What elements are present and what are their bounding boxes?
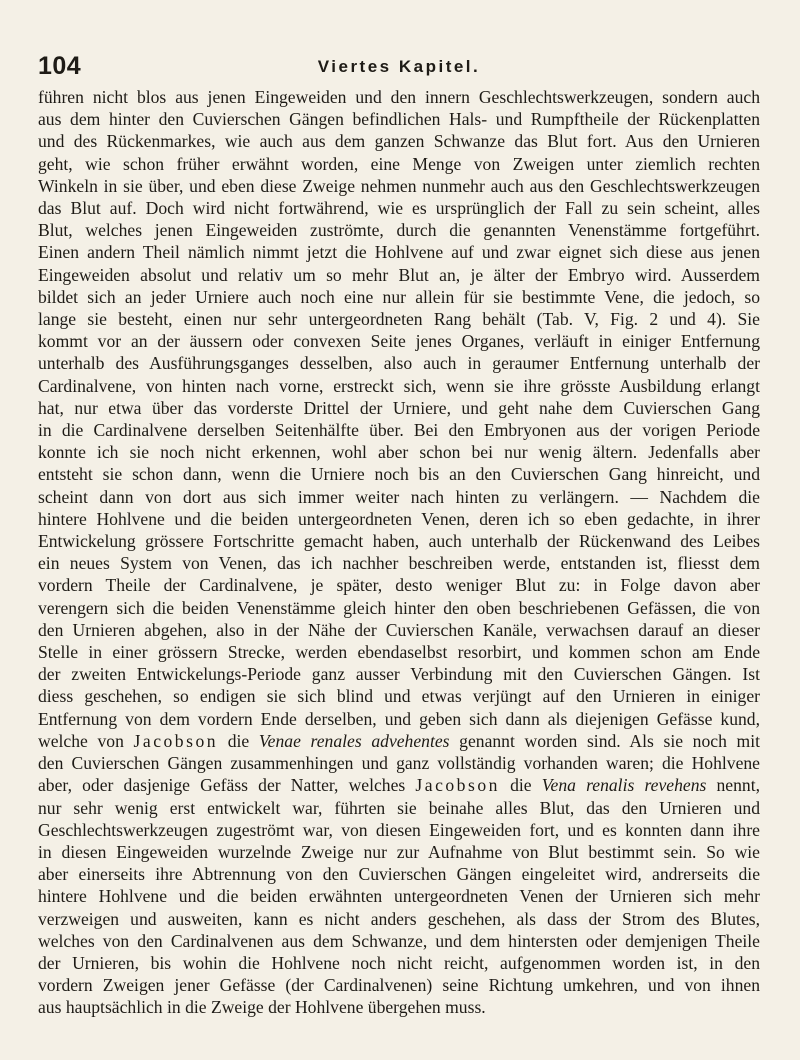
text-line [38,108,760,130]
text-line [38,286,760,308]
text-line [38,685,760,707]
text-line [38,130,760,152]
text-line [38,797,760,819]
text-line [38,619,760,641]
text-run: Geschlechtswerkzeugen zugeströmt war, von diesen Eingeweiden fort, und es konnten dann ihre [38,819,760,840]
text-run: bildet sich an jeder Urniere auch noch eine nur allein für sie bestimmte Vene, die jedoch, so [38,286,760,307]
page-number: 104 [38,52,82,80]
text-line [38,752,760,774]
text-line [38,153,760,175]
text-line [38,597,760,619]
text-line [38,86,760,108]
text-run: genannt worden sind. Als sie noch mit [449,730,761,751]
text-line [38,241,760,263]
text-line [38,841,760,863]
text-run: ein neues System von Venen, das ich nachher beschreiben werde, entstanden ist, fliesst dem [38,553,760,574]
author-name: Jacobson [133,730,219,751]
text-run: nur sehr wenig erst entwickelt war, führten sie beinahe alles Blut, das den Urnieren und [38,797,760,818]
text-run: die [218,730,259,751]
text-run: geht, wie schon früher erwähnt worden, eine Menge von Zweigen unter ziemlich rechten [38,153,760,174]
text-line [38,574,760,596]
text-line [38,419,760,441]
text-run: in die Cardinalvene derselben Seitenhälfte über. Bei den Embryonen aus der vorigen Periode [38,420,760,441]
text-run: hat, nur etwa über das vorderste Drittel der Urniere, und geht nahe dem Cuvierschen Gang [38,397,760,418]
text-run: aus hauptsächlich in die Zweige der Hohlvene übergehen muss. [38,997,486,1018]
text-line [38,175,760,197]
text-line [38,663,760,685]
text-run: verengern sich die beiden Venenstämme gleich hinter den oben beschriebenen Gefässen, die von [38,597,760,618]
text-line [38,508,760,530]
text-line [38,952,760,974]
text-run: Einen andern Theil nämlich nimmt jetzt die Hohlvene auf und zwar eignet sich diese aus jenen [38,242,760,263]
text-run: Entfernung von dem vordern Ende derselben, und geben sich dann als diejenigen Gefässe kund, [38,708,760,729]
text-run: welches von den Cardinalvenen aus dem Schwanze, und dem hintersten oder demjenigen Theile [38,930,760,951]
text-line [38,375,760,397]
text-run: entsteht sie schon dann, wenn die Urniere noch bis an den Cuvierschen Gang hinreicht, und [38,464,760,485]
text-line [38,863,760,885]
text-line [38,463,760,485]
text-line [38,352,760,374]
text-line [38,730,760,752]
text-line [38,219,760,241]
text-line [38,885,760,907]
latin-term: Vena renalis revehens [541,775,707,796]
text-line [38,552,760,574]
text-line [38,774,760,796]
text-run: und des Rückenmarkes, wie auch aus dem ganzen Schwanze das Blut fort. Aus den Urnieren [38,131,760,152]
text-run: vordern Zweigen jener Gefässe (der Cardinalvenen) seine Richtung umkehren, und von ihnen [38,975,760,996]
text-run: Eingeweiden absolut und relativ um so mehr Blut an, je älter der Embryo wird. Ausserdem [38,264,760,285]
page-header [38,52,760,84]
text-line [38,996,760,1018]
text-run: diess geschehen, so endigen sie sich blind und etwas verjüngt auf den Urnieren in einiger [38,686,760,707]
text-line [38,530,760,552]
text-run: Stelle in einer grössern Strecke, werden ebendaselbst resorbirt, und kommen schon am Ende [38,642,760,663]
text-run: Cardinalvene, von hinten nach vorne, erstreckt sich, wenn sie ihre grösste Ausbildung erlangt [38,375,760,396]
text-run: der zweiten Entwickelungs-Periode ganz ausser Verbindung mit den Cuvierschen Gängen. Ist [38,664,760,685]
text-line [38,308,760,330]
text-run: verzweigen und ausweiten, kann es nicht anders geschehen, als dass der Strom des Blutes, [38,908,760,929]
text-line [38,264,760,286]
text-run: in diesen Eingeweiden wurzelnde Zweige nur zur Aufnahme von Blut bestimmt sein. So wie [38,841,760,862]
text-line [38,441,760,463]
text-line [38,330,760,352]
text-run: vordern Theile der Cardinalvene, je später, desto weniger Blut zu: in Folge davon aber [38,575,760,596]
text-run: scheint dann von dort aus sich immer weiter nach hinten zu verlängern. — Nachdem die [38,486,760,507]
text-run: aus dem hinter den Cuvierschen Gängen befindlichen Hals- und Rumpftheile der Rückenplatten [38,109,760,130]
latin-term: Venae renales advehentes [258,730,450,751]
text-line [38,974,760,996]
text-line [38,641,760,663]
text-run: konnte ich sie noch nicht erkennen, wohl aber schon bei nur wenig ältern. Jedenfalls aber [38,442,760,463]
text-run: aber einerseits ihre Abtrennung von den Cuvierschen Gängen eingeleitet wird, andrerseits die [38,864,760,885]
text-run: unterhalb des Ausführungsganges desselben, also auch in geraumer Entfernung unterhalb der [38,353,760,374]
text-line [38,819,760,841]
text-run: hintere Hohlvene und die beiden erwähnten untergeordneten Venen der Urnieren sich mehr [38,886,760,907]
running-title: Viertes Kapitel. [317,57,481,76]
text-line [38,930,760,952]
text-run: den Urnieren abgehen, also in der Nähe der Cuvierschen Kanäle, verwachsen darauf an dieser [38,619,760,640]
text-run: lange sie besteht, einen nur sehr untergeordneten Rang behält (Tab. V, Fig. 2 und 4). Sie [38,309,760,330]
text-run: welche von [38,730,134,751]
text-run: Entwickelung grössere Fortschritte gemacht haben, auch unterhalb der Rückenwand des Leibes [38,531,760,552]
text-run: hintere Hohlvene und die beiden untergeordneten Venen, deren ich so eben gedachte, in ihrer [38,508,760,529]
text-run: das Blut auf. Doch wird nicht fortwährend, wie es ursprünglich der Fall zu sein scheint, alles [38,198,760,219]
text-run: Winkeln in sie über, und eben diese Zweige nehmen nunmehr auch aus den Geschlechtswerkzeugen [38,175,760,196]
text-run: die [499,775,542,796]
text-run: den Cuvierschen Gängen zusammenhingen und ganz vollständig vorhanden waren; die Hohlvene [38,753,760,774]
text-line [38,397,760,419]
text-run: aber, oder dasjenige Gefäss der Natter, welches [38,775,416,796]
text-line [38,708,760,730]
text-line [38,197,760,219]
text-line [38,908,760,930]
text-run: führen nicht blos aus jenen Eingeweiden und den innern Geschlechtswerkzeugen, sondern auch [38,87,760,107]
text-run: nennt, [706,775,760,796]
text-run: der Urnieren, bis wohin die Hohlvene noch nicht reicht, aufgenommen worden ist, in den [38,952,760,973]
body-text [38,86,760,1019]
text-run: Blut, welches jenen Eingeweiden zuströmte, durch die genannten Venenstämme fortgeführt. [38,220,760,241]
text-line [38,486,760,508]
author-name: Jacobson [415,775,500,796]
text-run: kommt vor an der äussern oder convexen Seite jenes Organes, verläuft in einiger Entfernung [38,331,760,352]
